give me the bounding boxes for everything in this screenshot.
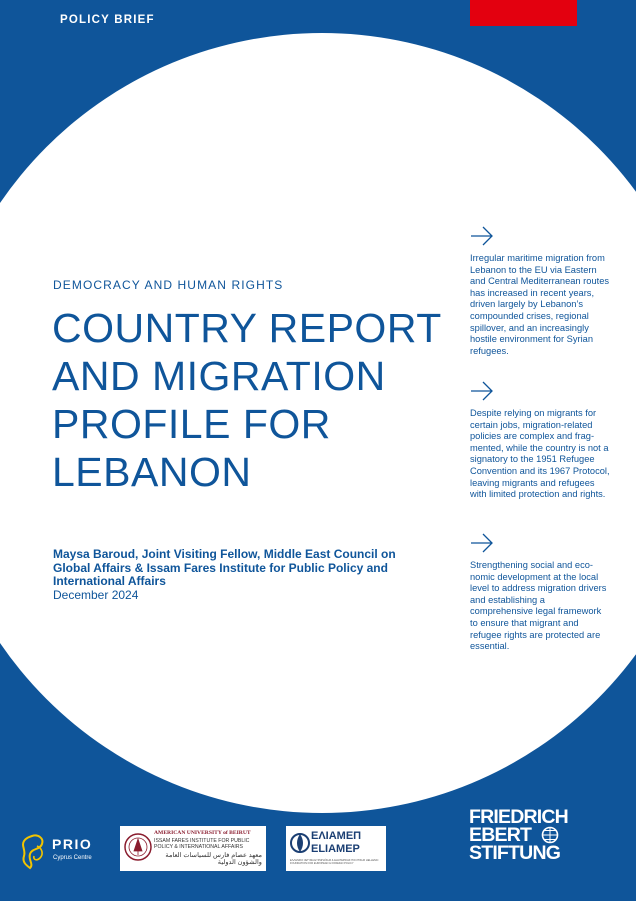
- eliamep-greek-name: ΕΛΙΑΜΕΠ: [311, 830, 362, 842]
- report-title: [52, 304, 452, 496]
- key-point-text: Irregular maritime migration from Lebanon to the EU via Eastern and Central Mediterranean routes has increased in recent years, driven largely by Lebanon’s compounded crises, regional spillover, and an increasingly hostile environment for Syrian refugees.: [470, 253, 610, 356]
- partner-logos: [0, 800, 636, 890]
- prio-name: PRIO: [52, 836, 93, 852]
- aub-seal-icon: [123, 829, 153, 869]
- prio-logo: [18, 832, 108, 870]
- aub-ifi-logo: [120, 826, 266, 871]
- aub-institute-line: ISSAM FARES INSTITUTE FOR PUBLIC: [154, 838, 250, 844]
- aub-arabic-name: [165, 852, 262, 867]
- title-line: AND MIGRATION: [52, 353, 386, 399]
- aub-arabic-line: معهد عصام فارس للسياسات العامة: [165, 852, 262, 859]
- fes-logo-line: EBERT: [469, 824, 532, 846]
- prio-subtitle: Cyprus Centre: [53, 855, 92, 861]
- title-line: PROFILE FOR: [52, 401, 331, 447]
- fes-logo-line: FRIEDRICH: [469, 806, 568, 828]
- eliamep-logo: [286, 826, 386, 871]
- arrow-right-icon: [470, 533, 494, 553]
- eliamep-fine-print: ΕΛΛΗΝΙΚΟ ΙΔΡΥΜΑ ΕΥΡΩΠΑΪΚΗΣ & ΕΞΩΤΕΡΙΚΗΣ ΠΟΛΙΤΙΚΗΣ HELLENIC FOUNDATION FOR EUROPEAN & FOREIGN POLICY: [290, 859, 379, 866]
- author-credits: Maysa Baroud, Joint Visiting Fellow, Middle East Council on Global Affairs & Issam Fares Institute for Public Policy and International Affairs: [53, 547, 396, 588]
- title-line: COUNTRY REPORT: [52, 305, 442, 351]
- aub-institute-name: [154, 838, 249, 850]
- prio-mark-icon: [18, 832, 50, 870]
- key-point: [470, 533, 610, 653]
- fes-globe-icon: [541, 826, 559, 844]
- arrow-right-icon: [470, 381, 494, 401]
- policy-brief-label: POLICY BRIEF: [60, 14, 155, 26]
- aub-institute-line: POLICY & INTERNATIONAL AFFAIRS: [154, 844, 243, 850]
- aub-arabic-line: والشؤون الدولية: [217, 859, 262, 867]
- title-line: LEBANON: [52, 449, 252, 495]
- eliamep-emblem-icon: [290, 830, 310, 858]
- key-point: [470, 381, 610, 501]
- key-point-text: Despite relying on migrants for certain jobs, migration-related policies are complex and fragmented, while the country is not a signatory to the 1951 Refugee Convention and its 1967 Protocol, leaving migrants and refugees with limited protection and rights.: [470, 408, 610, 500]
- category-label: DEMOCRACY AND HUMAN RIGHTS: [53, 278, 284, 292]
- fes-logo: [469, 808, 581, 862]
- key-point: [470, 226, 610, 357]
- aub-university-name: AMERICAN UNIVERSITY of BEIRUT: [154, 830, 251, 836]
- publication-date: December 2024: [53, 588, 139, 602]
- arrow-right-icon: [470, 226, 494, 246]
- key-point-text: Strengthening social and economic development at the local level to address migration drivers and establishing a comprehensive legal framework to ensure that migrant and refugee rights are protected are essential.: [470, 560, 607, 652]
- eliamep-latin-name: ELIAMEP: [311, 843, 360, 855]
- fes-logo-line: STIFTUNG: [469, 842, 561, 864]
- red-accent-tab: [470, 0, 577, 26]
